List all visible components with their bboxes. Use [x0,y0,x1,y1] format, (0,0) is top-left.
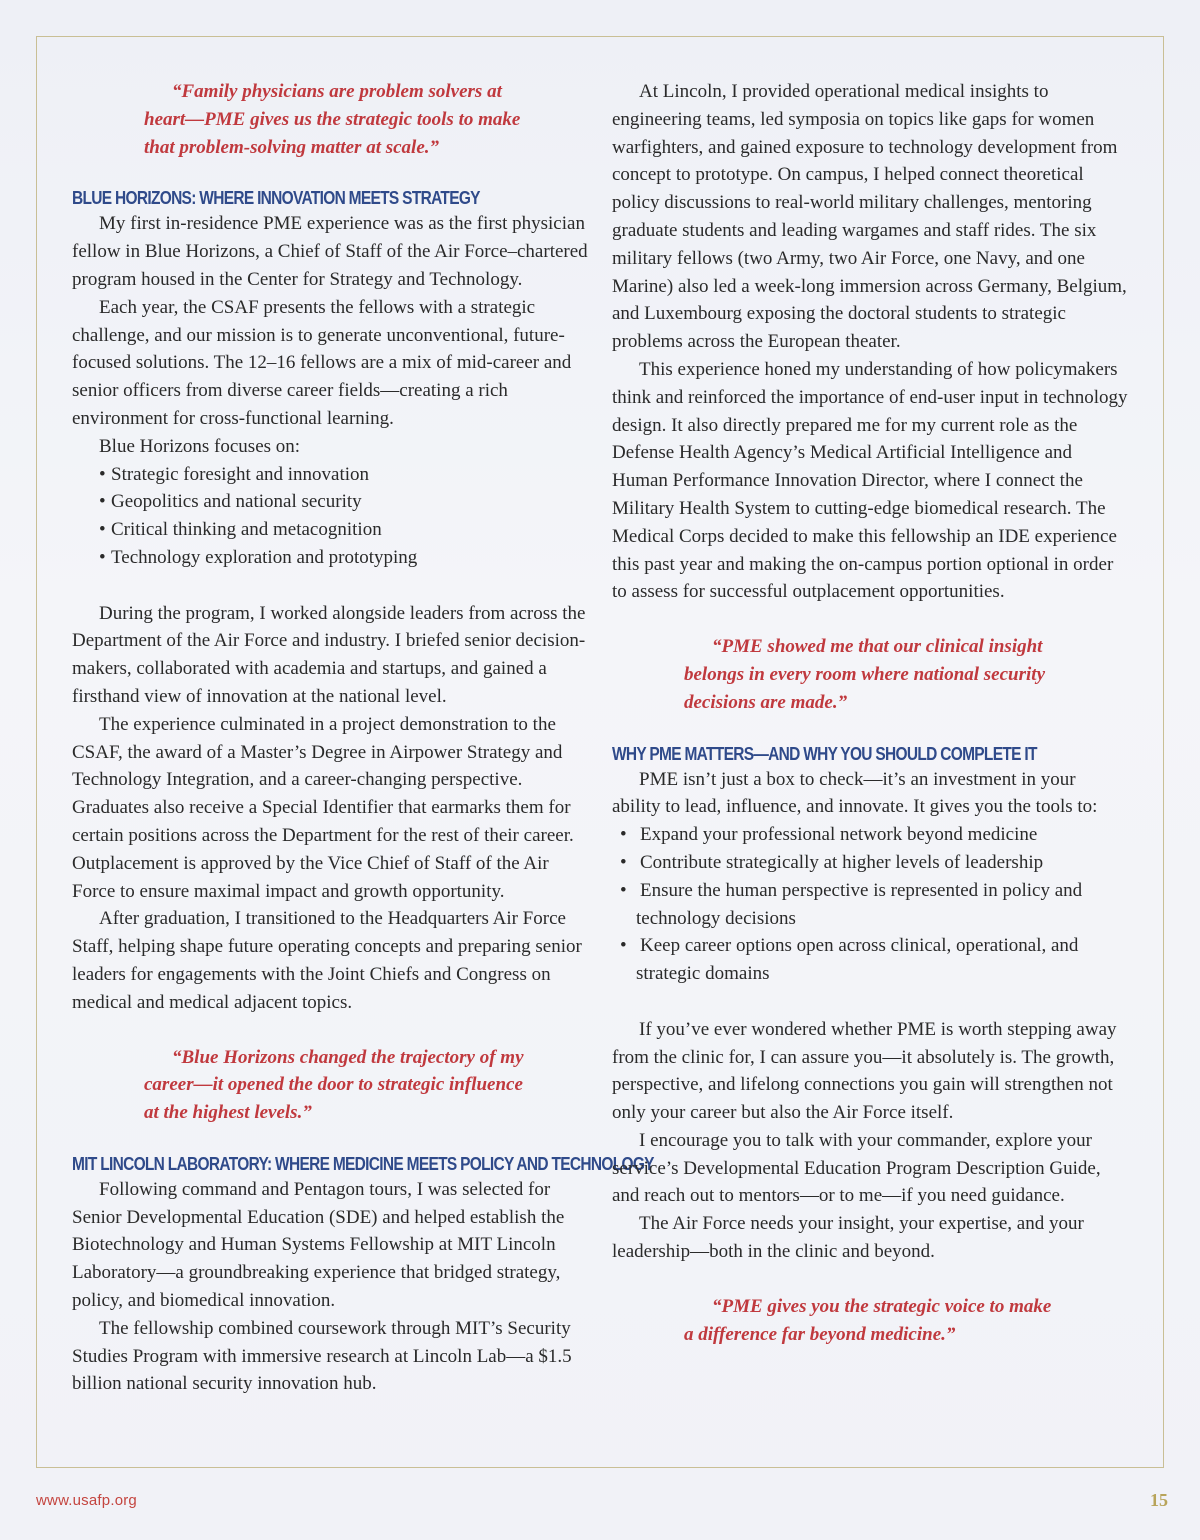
section-heading-why-pme: WHY PME MATTERS—AND WHY YOU SHOULD COMPLETE IT [612,743,1037,764]
paragraph: PME isn’t just a box to check—it’s an investment in your ability to lead, influence, and innovate. It gives you the tools to: [612,768,1098,818]
list-item-text: Keep career options open across clinical, operational, and strategic domains [636,935,1079,985]
pull-quote-line: at the highest levels.” [144,1102,312,1124]
paragraph: During the program, I worked alongside leaders from across the Department of the Air Force and industry. I briefed senior decision-makers, collaborated with academia and startups, and gained a firsthand view of innovation at the national level. [72,602,586,707]
list-item: • Strategic foresight and innovation [99,463,370,485]
pull-quote-blue-horizons [72,1044,588,1127]
list-item-text: Critical thinking and metacognition [111,519,382,541]
pull-quote-line: a difference far beyond medicine.” [684,1323,956,1345]
section-heading-mit-lincoln: MIT LINCOLN LABORATORY: WHERE MEDICINE MEETS POLICY AND TECHNOLOGY [72,1153,654,1174]
list-item: • Geopolitics and national security [99,491,362,513]
paragraph: I encourage you to talk with your commander, explore your service’s Developmental Education Program Description Guide, and reach out to mentors—or to me—if you need guidance. [612,1129,1101,1207]
paragraph: Following command and Pentagon tours, I was selected for Senior Developmental Education (SDE) and helped establish the Biotechnology and Human Systems Fellowship at MIT Lincoln Laboratory—a groundbreaking experience that bridged strategy, policy, and biomedical innovation. [72,1178,565,1312]
right-column [612,78,1128,1348]
footer-website-link[interactable]: www.usafp.org [36,1492,137,1509]
paragraph: Blue Horizons focuses on: [99,435,301,457]
benefits-list [612,821,1128,988]
left-column [72,78,654,1398]
pull-quote-line: “Blue Horizons changed the trajectory of my [172,1046,524,1068]
pull-quote-line: “PME gives you the strategic voice to make [712,1295,1052,1317]
list-item-text: Expand your professional network beyond medicine [640,824,1038,846]
pull-quote-line: “PME showed me that our clinical insight [712,636,1043,658]
list-item: • Critical thinking and metacognition [99,519,382,541]
list-item-text: Strategic foresight and innovation [111,463,370,485]
paragraph: The fellowship combined coursework through MIT’s Security Studies Program with immersive research at Lincoln Lab—a $1.5 billion national security innovation hub. [72,1317,572,1395]
pull-quote-line: belongs in every room where national security [684,663,1045,685]
list-item-text: Technology exploration and prototyping [111,546,418,568]
list-item-text: Contribute strategically at higher levels of leadership [640,851,1044,873]
paragraph: My first in-residence PME experience was as the first physician fellow in Blue Horizons, a Chief of Staff of the Air Force–chartered program housed in the Center for Strategy and Technology. [72,213,588,290]
pull-quote-strategic-voice [612,1293,1128,1349]
focus-list [72,461,588,572]
list-item-text: Ensure the human perspective is represented in policy and technology decisions [636,879,1083,929]
paragraph: After graduation, I transitioned to the Headquarters Air Force Staff, helping shape future operating concepts and preparing senior leaders for engagements with the Joint Chiefs and Congress on medical and medical adjacent topics. [72,908,582,1013]
list-item: • Ensure the human perspective is represented in policy and technology decisions [620,879,1083,929]
pull-quote-line: that problem-solving matter at scale.” [144,136,440,158]
pull-quote-family-physicians [72,78,588,161]
list-item-text: Geopolitics and national security [111,491,362,513]
pull-quote-line: heart—PME gives us the strategic tools to make [144,108,521,130]
list-item: • Technology exploration and prototyping [99,546,418,568]
paragraph: At Lincoln, I provided operational medical insights to engineering teams, led symposia on topics like gaps for women warfighters, and gained exposure to technology development from concept to prototype. On campus, I helped connect theoretical policy discussions to real-world military challenges, mentoring graduate students and leading wargames and staff rides. The six military fellows (two Army, two Air Force, one Navy, and one Marine) also led a week-long immersion across Germany, Belgium, and Luxembourg exposing the doctoral students to strategic problems across the European theater. [612,81,1127,353]
pull-quote-clinical-insight [612,633,1128,716]
pull-quote-line: decisions are made.” [684,691,848,713]
page-number: 15 [1150,1490,1168,1510]
list-item: • Keep career options open across clinical, operational, and strategic domains [620,935,1079,985]
list-item: • Expand your professional network beyond medicine [620,824,1038,846]
paragraph: If you’ve ever wondered whether PME is worth stepping away from the clinic for, I can assure you—it absolutely is. The growth, perspective, and lifelong connections you gain will strengthen not only your career but also the Air Force itself. [612,1018,1117,1124]
pull-quote-line: career—it opened the door to strategic influence [144,1074,523,1096]
paragraph: Each year, the CSAF presents the fellows with a strategic challenge, and our mission is to generate unconventional, future-focused solutions. The 12–16 fellows are a mix of mid-career and senior officers from diverse career fields—creating a rich environment for cross-functional learning. [72,296,572,429]
paragraph: The experience culminated in a project demonstration to the CSAF, the award of a Master’s Degree in Airpower Strategy and Technology Integration, and a career-changing perspective. Graduates also receive a Special Identifier that earmarks them for certain positions across the Department for the rest of their career. Outplacement is approved by the Vice Chief of Staff of the Air Force to ensure maximal impact and growth opportunity. [72,713,574,902]
paragraph: The Air Force needs your insight, your expertise, and your leadership—both in the clinic and beyond. [612,1213,1084,1263]
list-item: • Contribute strategically at higher levels of leadership [620,851,1044,873]
paragraph: This experience honed my understanding of how policymakers think and reinforced the importance of end-user input in technology design. It also directly prepared me for my current role as the Defense Health Agency’s Medical Artificial Intelligence and Human Performance Innovation Director, where I connect the Military Health System to cutting-edge biomedical research. The Medical Corps decided to make this fellowship an IDE experience this past year and making the on-campus portion optional in order to assess for successful outplacement opportunities. [612,358,1128,603]
pull-quote-line: “Family physicians are problem solvers at [172,81,502,102]
section-heading-blue-horizons: BLUE HORIZONS: WHERE INNOVATION MEETS STRATEGY [72,188,480,209]
